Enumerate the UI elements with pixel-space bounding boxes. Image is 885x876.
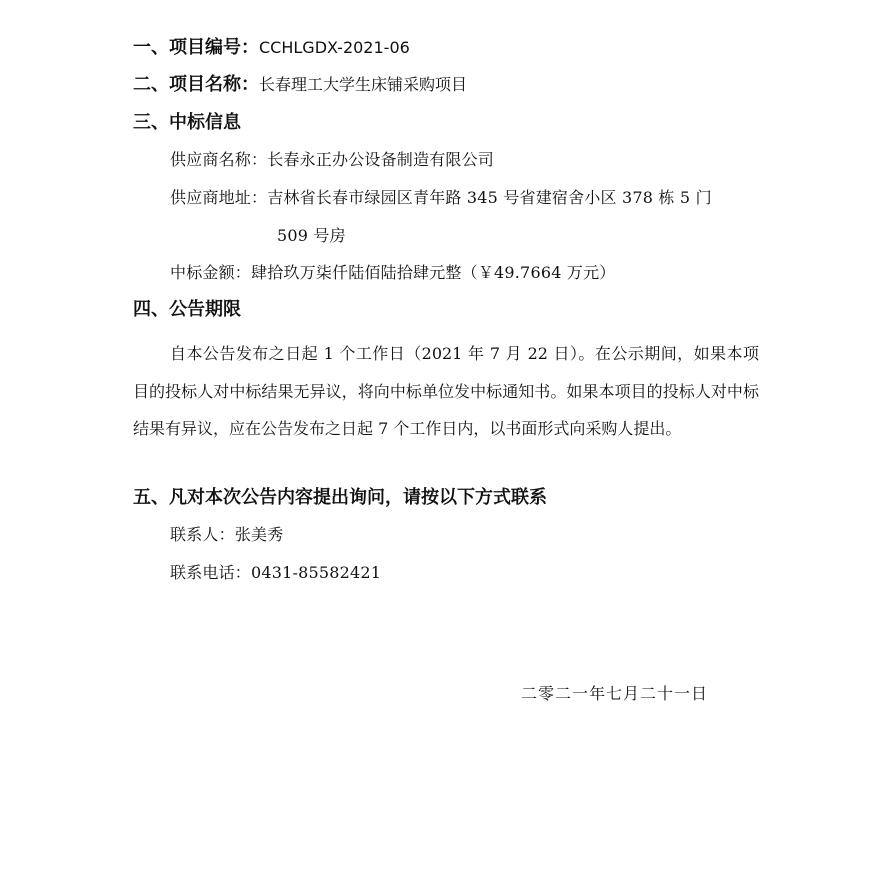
contact-phone-line xyxy=(170,561,381,585)
section-project-name xyxy=(133,73,467,97)
section-award-info-heading: 三、中标信息 xyxy=(133,112,241,133)
supplier-address-line xyxy=(170,186,712,210)
project-name-value: 长春理工大学生床铺采购项目 xyxy=(259,75,468,94)
supplier-name-value: 长春永正办公设备制造有限公司 xyxy=(267,150,495,169)
contact-person-value: 张美秀 xyxy=(234,525,284,544)
supplier-name-line xyxy=(170,148,494,172)
section-project-number xyxy=(133,36,410,60)
contact-phone-label: 联系电话： xyxy=(170,563,252,582)
contact-phone-value: 0431-85582421 xyxy=(251,563,382,582)
section-notice-period-heading: 四、公告期限 xyxy=(133,299,241,320)
section-contact-heading: 五、凡对本次公告内容提出询问，请按以下方式联系 xyxy=(133,487,547,508)
contact-person-line xyxy=(170,523,283,547)
project-number-heading: 一、项目编号： xyxy=(133,37,259,58)
project-name-heading: 二、项目名称： xyxy=(133,74,259,95)
award-amount-label: 中标金额： xyxy=(170,263,252,282)
award-amount-line xyxy=(170,261,615,285)
contact-person-label: 联系人： xyxy=(170,525,235,544)
notice-period-paragraph: 自本公告发布之日起 1 个工作日（2021 年 7 月 22 日）。在公示期间，如果本项目的投标人对中标结果无异议，将向中标单位发中标通知书。如果本项目的投标人对中标结果有异议，应在公告发布之日起 7 个工作日内，以书面形式向采购人提出。 xyxy=(133,344,759,439)
project-number-value: CCHLGDX-2021-06 xyxy=(259,38,410,57)
document-date: 二零二一年七月二十一日 xyxy=(521,684,709,703)
supplier-name-label: 供应商名称： xyxy=(170,150,268,169)
supplier-address-value-line2: 509 号房 xyxy=(277,226,346,245)
supplier-address-value-line1: 吉林省长春市绿园区青年路 345 号省建宿舍小区 378 栋 5 门 xyxy=(267,188,712,207)
award-amount-value: 肆拾玖万柒仟陆佰陆拾肆元整（￥49.7664 万元） xyxy=(251,263,616,282)
supplier-address-label: 供应商地址： xyxy=(170,188,268,207)
